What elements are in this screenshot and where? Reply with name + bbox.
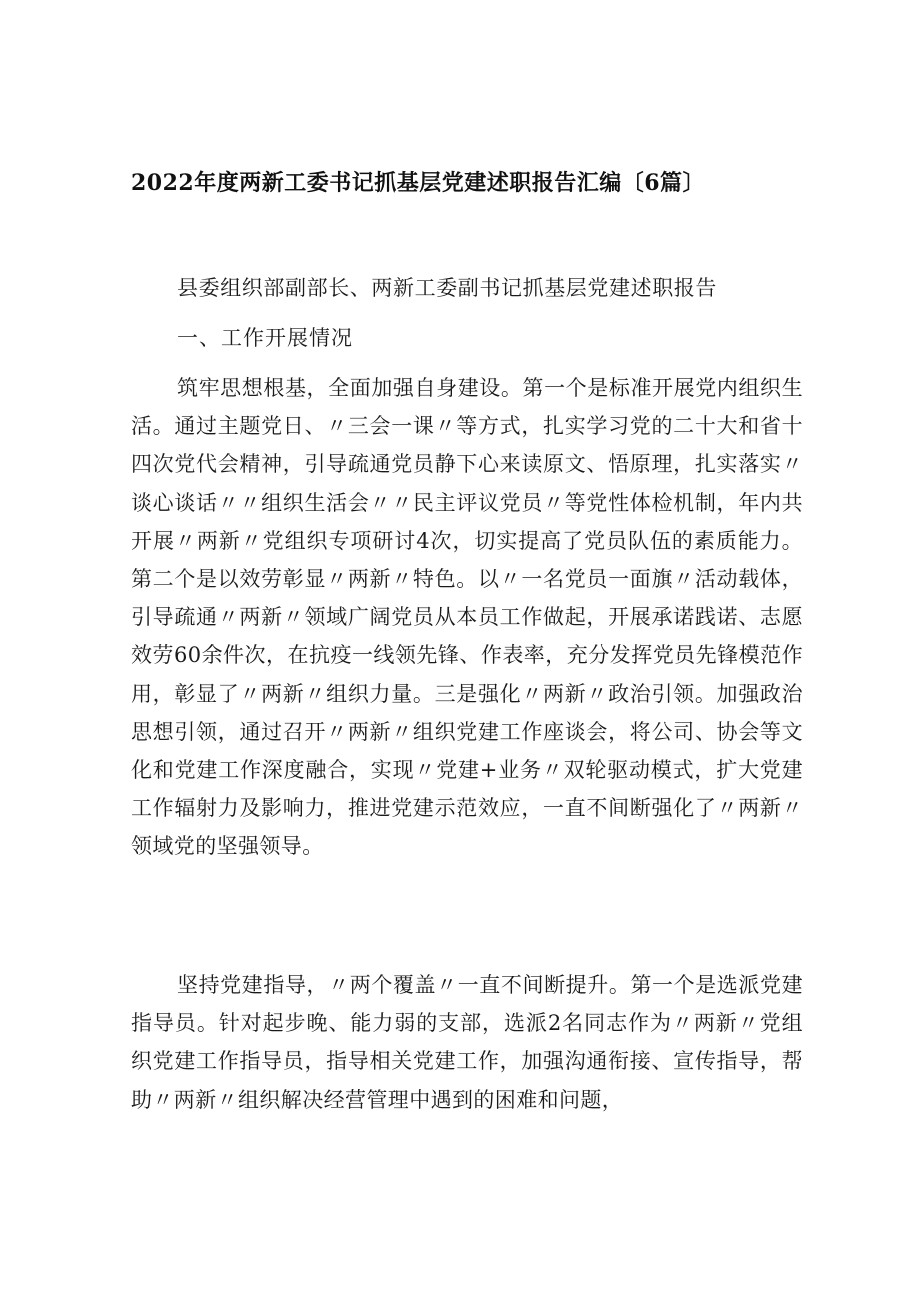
document-title: 2022年度两新工委书记抓基层党建述职报告汇编〔6篇〕 — [131, 170, 706, 196]
section-heading: 一、工作开展情况 — [177, 326, 353, 350]
body-paragraph: 坚持党建指导，〃两个覆盖〃一直不间断提升。第一个是选派党建指导员。针对起步晚、能力弱的支部，选派2名同志作为〃两新〃党组织党建工作指导员，指导相关党建工作，加强沟通衔接、宣传指导，帮助〃两新〃组织解决经营管理中遇到的困难和问题， — [131, 973, 803, 1112]
report-subtitle: 县委组织部副部长、两新工委副书记抓基层党建述职报告 — [177, 276, 717, 300]
body-paragraph: 筑牢思想根基，全面加强自身建设。第一个是标准开展党内组织生活。通过主题党日、〃三会一课〃等方式，扎实学习党的二十大和省十四次党代会精神，引导疏通党员静下心来读原文、悟原理，扎实落实〃谈心谈话〃〃组织生活会〃〃民主评议党员〃等党性体检机制，年内共开展〃两新〃党组织专项研讨4次，切实提高了党员队伍的素质能力。第二个是以效劳彰显〃两新〃特色。以〃一名党员一面旗〃活动载体，引导疏通〃两新〃领域广阔党员从本员工作做起，开展承诺践诺、志愿效劳60余件次，在抗疫一线领先锋、作表率，充分发挥党员先锋模范作用，彰显了〃两新〃组织力量。三是强化〃两新〃政治引领。加强政治思想引领，通过召开〃两新〃组织党建工作座谈会，将公司、协会等文化和党建工作深度融合，实现〃党建+业务〃双轮驱动模式，扩大党建工作辐射力及影响力，推进党建示范效应，一直不间断强化了〃两新〃领域党的坚强领导。 — [131, 376, 803, 859]
